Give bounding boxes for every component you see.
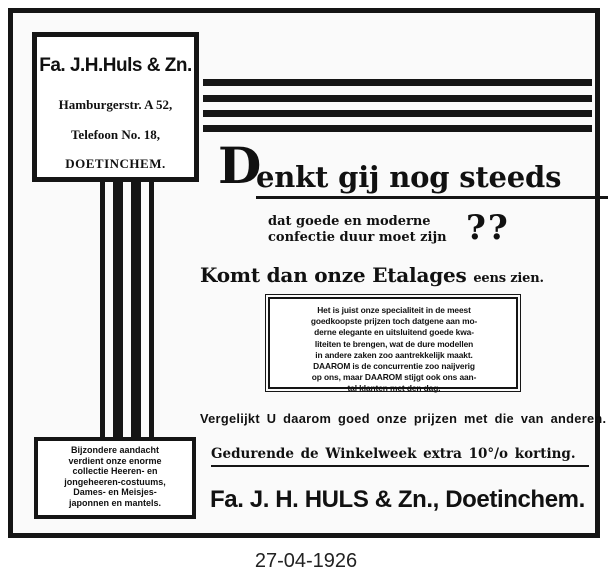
box-line: derne elegante en uitsluitend goede kwa- <box>314 327 474 338</box>
horizontal-stripe <box>203 110 592 117</box>
horizontal-stripe <box>203 95 592 102</box>
specialty-box <box>268 297 518 394</box>
box-line: op ons, maar DAAROM stijgt ook ons aan- <box>311 372 477 383</box>
collection-box <box>34 437 196 519</box>
vertical-stripe <box>113 182 123 437</box>
headline-underline <box>256 196 608 199</box>
address-card <box>32 32 199 182</box>
card-firm-name: Fa. J.H.Huls & Zn. <box>39 55 192 76</box>
box-line: DAAROM is de concurrentie zoo naijverig <box>313 361 475 372</box>
komt-tail: eens zien. <box>473 271 544 286</box>
headline <box>218 136 598 198</box>
box-line: tal klanten met den dag. <box>347 383 441 394</box>
date-caption: 27-04-1926 <box>254 550 358 572</box>
vertical-stripe <box>149 182 154 437</box>
compare-text: Vergelijkt U daarom goed onze prijzen met die van anderen. <box>200 411 607 426</box>
headline-initial: D <box>218 136 262 195</box>
box-line: goedkoopste prijzen toch datgene aan mo- <box>310 316 478 327</box>
collection-line: Bijzondere aandacht <box>70 445 160 455</box>
collection-line: collectie Heeren- en <box>72 466 158 477</box>
vertical-stripe <box>100 182 105 437</box>
collection-line: jongeheeren-costuums, <box>64 476 166 487</box>
question-marks: ?? <box>466 208 510 248</box>
box-line: liteiten te brengen, wat de dure modellen <box>314 338 474 349</box>
card-address: Hamburgerstr. A 52, <box>58 97 173 112</box>
komt-main: Komt dan onze Etalages <box>200 263 467 287</box>
winkelweek-text: Gedurende de Winkelweek extra 10°/o korting. <box>211 446 576 462</box>
winkelweek-underline <box>211 465 589 467</box>
card-phone: Telefoon No. 18, <box>70 127 161 142</box>
komt-line <box>200 262 544 292</box>
horizontal-stripe <box>203 125 592 132</box>
horizontal-stripe <box>203 79 592 86</box>
box-line: Het is juist onze specialiteit in de meest <box>317 305 471 315</box>
footer-firm-name: Fa. J. H. HULS & Zn., Doetinchem. <box>210 486 585 513</box>
collection-line: japonnen en mantels. <box>68 497 162 508</box>
headline-text: enkt gij nog steeds <box>256 160 562 194</box>
question-line-1: dat goede en moderne <box>268 214 431 229</box>
collection-line: verdient onze enorme <box>68 455 162 466</box>
vertical-stripe <box>131 182 141 437</box>
card-city: DOETINCHEM. <box>65 156 166 171</box>
question-line-2: confectie duur moet zijn <box>268 230 447 245</box>
question-text <box>268 214 447 246</box>
collection-line: Dames- en Meisjes- <box>73 487 157 498</box>
box-line: in andere zaken zoo aantrekkelijk maakt. <box>315 349 473 360</box>
